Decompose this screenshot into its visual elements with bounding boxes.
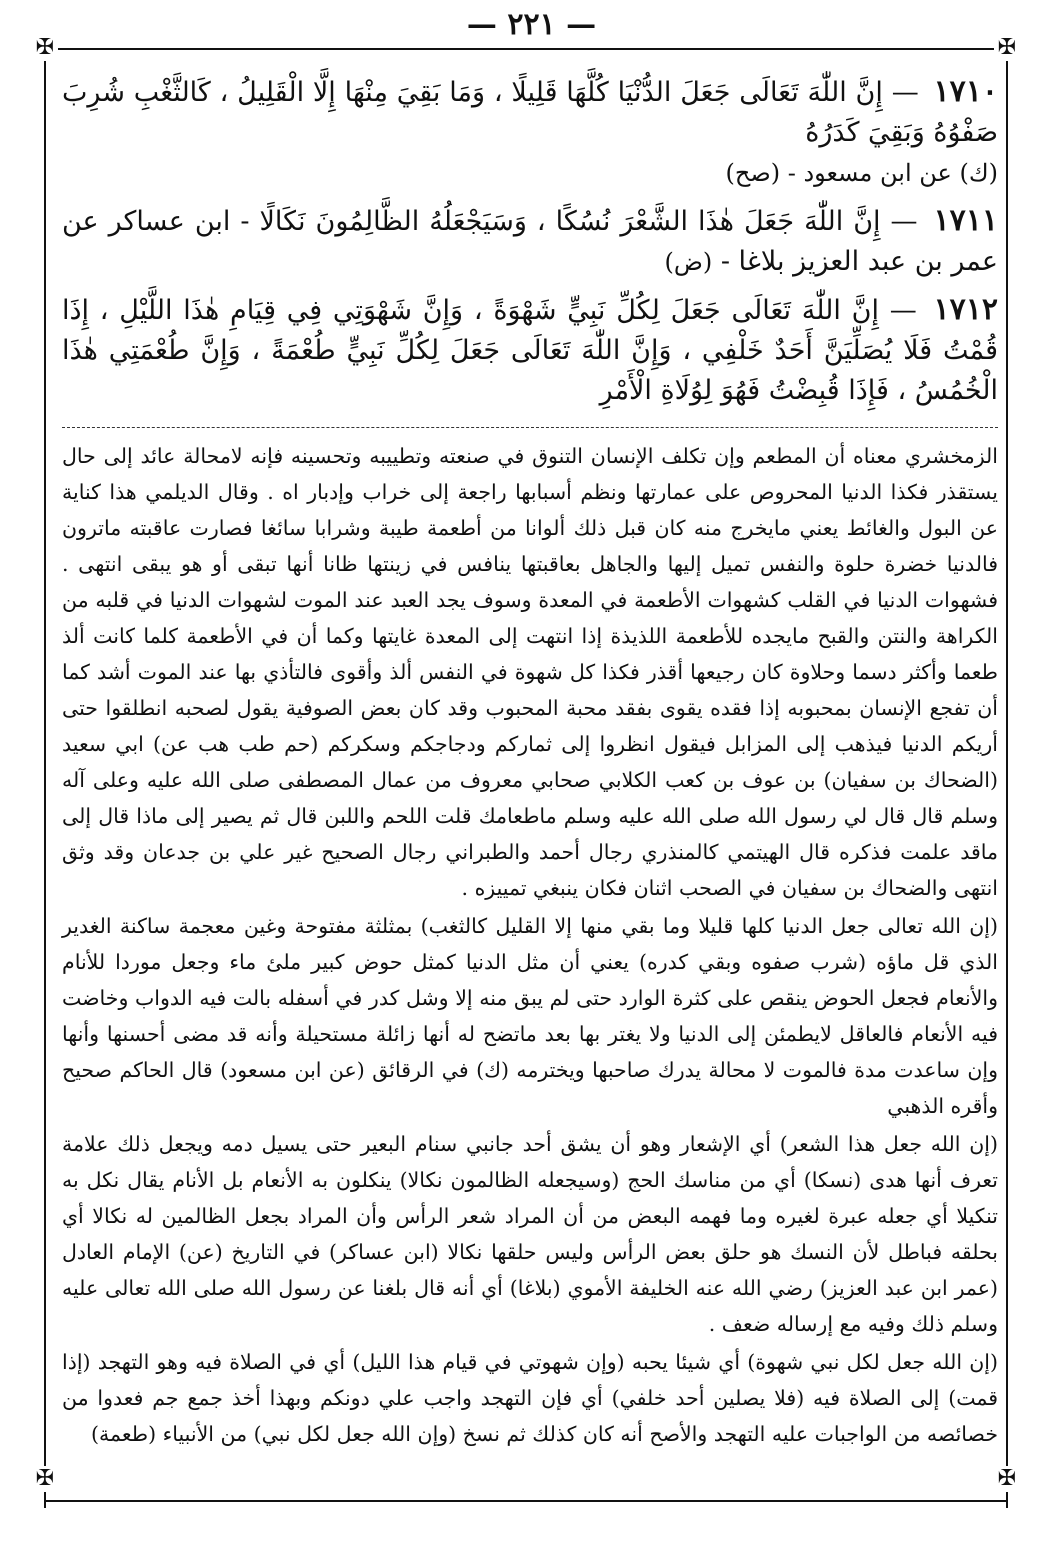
commentary-paragraph: (إن الله جعل هذا الشعر) أي الإشعار وهو أن يشق أحد جانبي سنام البعير حتى يسيل دمه ويجعل ذلك علامة تعرف أنها هدى (نسكا) أي من مناسك الحج (وسيجعله الظالمون نكالا) ينكلون به الأنعام بل الأنام يقال نكل به تنكيلا أي جعله عبرة لغيره وما فهمه البعض من أن المراد شعر الرأس وأن المراد بجعل الظالمين له نكالا أي بحلقه فباطل لأن النسك هو حلق بعض الرأس وليس حلقها نكالا (ابن عساكر) في التاريخ (عن) الإمام العادل (عمر ابن عبد العزيز) رضي الله عنه الخليفة الأموي (بلاغا) أي أنه قال بلغنا عن رسول الله صلى الله تعالى عليه وسلم ذلك وفيه مع إرساله ضعف . [62,1132,998,1336]
corner-ornament-icon: ✠ [32,35,58,61]
page-content [62,72,998,1454]
corner-ornament-icon: ✠ [994,35,1020,61]
corner-ornament-icon: ✠ [32,1466,58,1492]
page-number: — ٢٢١ — [466,7,597,42]
commentary-paragraph: (إن الله جعل لكل نبي شهوة) أي شيئا يحبه (وإن شهوتي في قيام هذا الليل) أي في الصلاة فيه وهو التهجد (إذا قمت) إلى الصلاة فيه (فلا يصلين أحد خلفي) أي فإن التهجد واجب علي دونكم وبهذا أخذ جمع جم فعدوا من خصائصه من الواجبات عليه التهجد والأصح أنه كان كذلك ثم نسخ (وإن الله جعل لكل نبي) من الأنبياء (طعمة) [62,1350,998,1446]
hadith-text: — إِنَّ اللّٰهَ تَعَالَى جَعَلَ الدُّنْيَا كُلَّهَا قَلِيلًا ، وَمَا بَقِيَ مِنْهَا إِلَّا الْقَلِيلُ ، كَالثَّغْبِ شُرِبَ صَفْوُهُ وَبَقِيَ كَدَرُهُ [62,77,998,148]
commentary-paragraph: الزمخشري معناه أن المطعم وإن تكلف الإنسان التنوق في صنعته وتطييبه وتحسينه فإنه لامحالة عائد إلى حال يستقذر فكذا الدنيا المحروص على عمارتها ونظم أسبابها راجعة إلى خراب وإدبار اه . وقال الديلمي هذا كناية عن البول والغائط يعني مايخرج منه كان قبل ذلك ألوانا من أطعمة طيبة وشرابا سائغا فصارت عاقبته ماترون فالدنيا خضرة حلوة والنفس تميل إليها والجاهل بعاقبتها ينافس في زينتها ظانا أنها تبقى أو هو يبقى انتهى . فشهوات الدنيا في القلب كشهوات الأطعمة في المعدة وسوف يجد العبد عند الموت لشهوات الدنيا في قلبه من الكراهة والنتن والقبح مايجده للأطعمة اللذيذة إذا انتهت إلى المعدة غايتها وكما أن في الأطعمة كلما كانت ألذ طعما وأكثر دسما وحلاوة كان رجيعها أقذر فكذا كل شهوة في النفس ألذ وأقوى فالتأذي بها عند الموت أشد كما أن تفجع الإنسان بمحبوبه إذا فقده يقوى بفقد محبة المحبوب وقد كان بعض الصوفية يقول لصحبه انطلقوا حتى أريكم الدنيا فيذهب إلى المزابل فيقول انظروا إلى ثماركم ودجاجكم وسكركم (حم طب هب عن) ابي سعيد (الضحاك بن سفيان) بن عوف بن كعب الكلابي صحابي معروف من عمال المصطفى صلى الله عليه وعلى آله وسلم قال قال لي رسول الله صلى الله عليه وسلم ماطعامك قلت اللحم واللبن قال ثم يصير إلى ماذا قال إلى ماقد علمت فذكره قال الهيتمي كالمنذري رجال أحمد والطبراني رجال الصحيح غير علي بن جدعان وقد وثق انتهى والضحاك بن سفيان في الصحب اثنان فكان ينبغي تمييزه . [62,444,998,900]
hadith-text: — إِنَّ اللّٰهَ تَعَالَى جَعَلَ لِكُلِّ نَبِيٍّ شَهْوَةً ، وَإِنَّ شَهْوَتِي فِي قِيَامِ هٰذَا اللَّيْلِ ، إِذَا قُمْتُ فَلَا يُصَلِّيَنَّ أَحَدٌ خَلْفِي ، وَإِنَّ اللّٰهَ تَعَالَى جَعَلَ لِكُلِّ نَبِيٍّ طُعْمَةً ، وَإِنَّ طُعْمَتِي هٰذَا الْخُمُسُ ، فَإِذَا قُبِضْتُ فَهُوَ لِوُلَاةِ الْأَمْرِ [62,295,998,406]
hadith-number: ١٧١٠ [933,74,998,109]
commentary-section [62,438,998,1452]
hadith-entry [62,72,998,193]
hadith-entry [62,201,998,282]
hadith-text: — إِنَّ اللّٰهَ جَعَلَ هٰذَا الشَّعْرَ نُسُكًا ، وَسَيَجْعَلُهُ الظَّالِمُونَ نَكَالًا - ابن عساكر عن عمر بن عبد العزيز بلاغا - [62,206,998,277]
hadith-number: ١٧١٢ [933,292,998,327]
hadith-section [62,72,998,411]
commentary-paragraph: (إن الله تعالى جعل الدنيا كلها قليلا وما بقي منها إلا القليل كالثغب) بمثلثة مفتوحة وغين معجمة ساكنة الغدير الذي قل ماؤه (شرب صفوه وبقي كدره) يعني أن مثل الدنيا كمثل حوض كبير ملئ ماء وجعل موردا للأنام والأنعام فجعل الحوض ينقص على كثرة الوارد حتى لم يبق منه إلا وشل كدر في أسفله بالت فيه الدواب وخاضت فيه الأنعام فالعاقل لايطمئن إلى الدنيا ولا يغتر بها بعد ماتضح له أنها زائلة مستحيلة وأنه قد مضى أحسنها وأنها وإن ساعدت مدة فالموت لا محالة يدرك صاحبها ويخترمه (ك) في الرقائق (عن ابن مسعود) قال الحاكم صحيح وأقره الذهبي [62,914,998,1118]
hadith-source: (ك) عن ابن مسعود - (صح) [725,159,998,187]
hadith-source: (ض) [664,248,713,276]
frame-border-right [1006,48,1008,1508]
hadith-entry [62,290,998,411]
section-divider [62,427,998,428]
hadith-number: ١٧١١ [933,203,998,238]
corner-ornament-icon: ✠ [994,1466,1020,1492]
frame-border-bottom [46,1500,1006,1502]
frame-border-left [44,48,46,1508]
